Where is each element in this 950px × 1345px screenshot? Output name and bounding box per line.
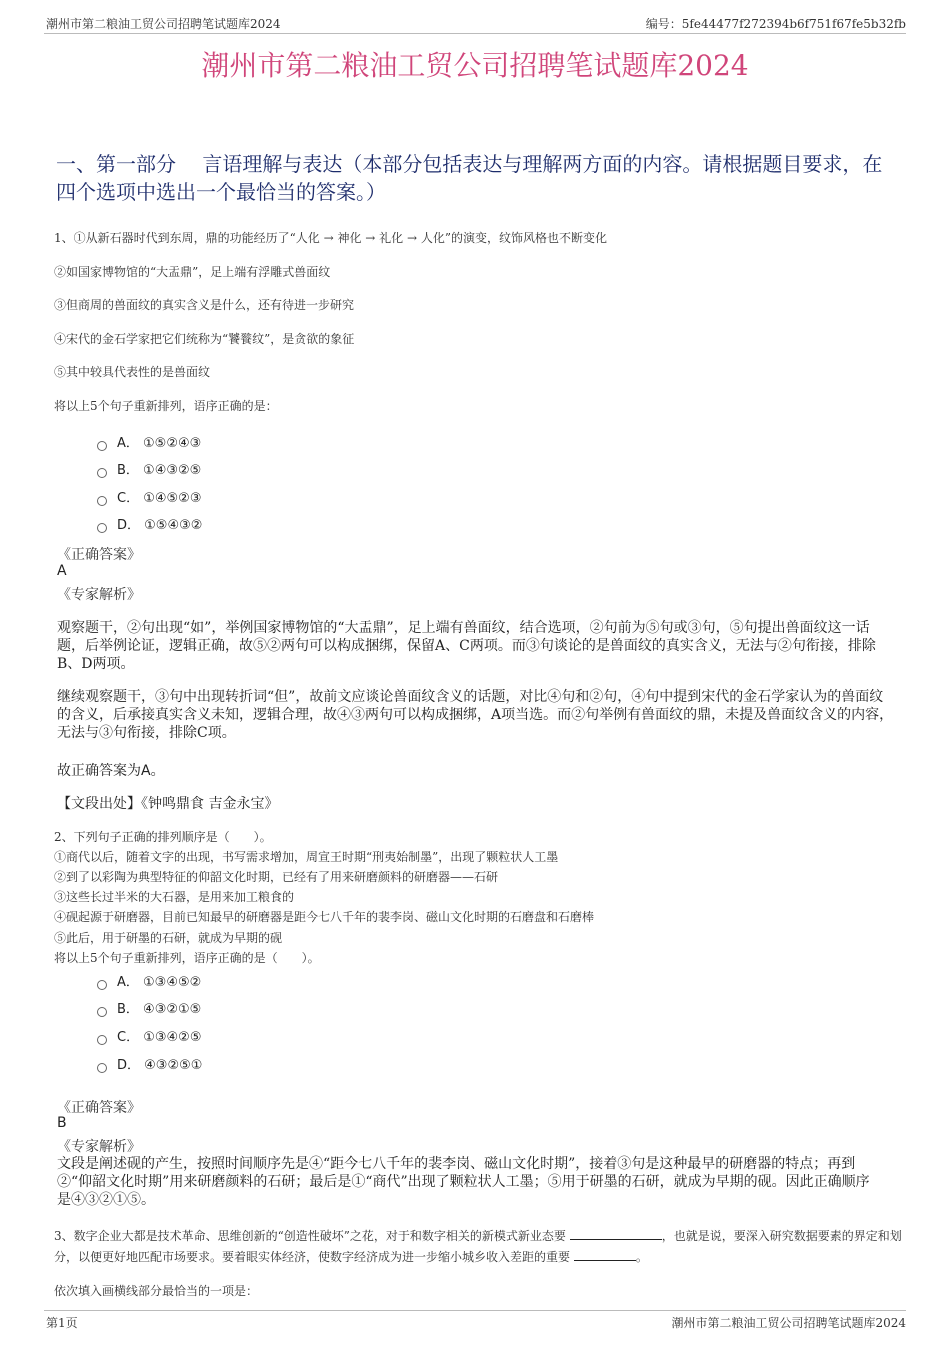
q2-option-a[interactable]: A． ①③④⑤② <box>97 971 201 990</box>
q1-line-4: ④宋代的金石学家把它们统称为“饕餮纹”，是贪欲的象征 <box>54 332 355 346</box>
q2-analysis: 文段是阐述砚的产生，按照时间顺序先是④“距今七八千年的裴李岗、磁山文化时期”，接着③句是这种最早的研磨器的特点；再到②“仰韶文化时期”用来研磨颜料的石研；最后是①“商代”出现了颗粒状人工墨；⑤用于研墨的石研，就成为早期的砚。因此正确顺序是④③②①⑤。 <box>57 1156 870 1208</box>
q2-line-5: ⑤此后，用于研墨的石研，就成为早期的砚 <box>54 931 283 945</box>
q1-analysis-para-2: 继续观察题干，③句中出现转折词“但”，故前文应谈论兽面纹含义的话题，对比④句和②句，④句中提到宋代的金石学家认为的兽面纹的含义，后承接真实含义未知，逻辑合理，故④③两句可以构成捆绑，A项当选。而②句举例有兽面纹的鼎，未提及兽面纹含义的内容，无法与③句衔接，排除C项。 <box>57 689 894 741</box>
q1-line-5: ⑤其中较具代表性的是兽面纹 <box>54 365 211 379</box>
q1-option-a[interactable]: A． ①⑤②④③ <box>97 432 201 451</box>
blank-2 <box>574 1248 636 1261</box>
page-title: 潮州市第二粮油工贸公司招聘笔试题库2024 <box>201 49 749 82</box>
radio-icon[interactable] <box>97 1007 107 1017</box>
q2-line-2: ②到了以彩陶为典型特征的仰韶文化时期，已经有了用来研磨颜料的研磨器——石研 <box>54 870 499 884</box>
header-doc-id: 编号：5fe44477f272394b6f751f67fe5b32fb <box>645 17 906 31</box>
header-divider <box>44 33 906 34</box>
blank-1 <box>570 1227 662 1240</box>
q2-line-3: ③这些长过半米的大石器，是用来加工粮食的 <box>54 890 295 904</box>
q1-option-d[interactable]: D． ①⑤④③② <box>97 514 202 533</box>
q1-analysis-label: 《专家解析》 <box>57 587 141 603</box>
section-heading: 一、第一部分 言语理解与表达（本部分包括表达与理解两方面的内容。请根据题目要求，在四个选项中选出一个最恰当的答案。） <box>56 152 883 204</box>
q1-line-3: ③但商周的兽面纹的真实含义是什么，还有待进一步研究 <box>54 298 355 312</box>
q2-analysis-label: 《专家解析》 <box>57 1139 141 1155</box>
q2-line-1: ①商代以后，随着文字的出现，书写需求增加，周宣王时期“刑夷始制墨”，出现了颗粒状人工墨 <box>54 850 559 864</box>
q2-option-d[interactable]: D． ④③②⑤① <box>97 1054 202 1073</box>
q2-option-c[interactable]: C． ①③④②⑤ <box>97 1026 201 1045</box>
q1-conclusion: 故正确答案为A。 <box>57 763 165 779</box>
q1-analysis-para-1: 观察题干，②句出现“如”，举例国家博物馆的“大盂鼎”，足上端有兽面纹，结合选项，②句前为⑤句或③句，⑤句提出兽面纹这一话题，后举例论证，逻辑正确，故⑤②两句可以构成捆绑，保留A、C两项。而③句谈论的是兽面纹的真实含义，无法与②句衔接，排除B、D两项。 <box>57 620 876 672</box>
q1-option-c[interactable]: C． ①④⑤②③ <box>97 487 201 506</box>
radio-icon[interactable] <box>97 441 107 451</box>
footer-divider <box>44 1310 906 1311</box>
q1-line-1: 1、①从新石器时代到东周，鼎的功能经历了“人化 → 神化 → 礼化 → 人化”的演变，纹饰风格也不断变化 <box>54 231 607 245</box>
q1-answer: A <box>57 563 67 579</box>
q3-prompt: 依次填入画横线部分最恰当的一项是： <box>54 1284 259 1298</box>
radio-icon[interactable] <box>97 496 107 506</box>
q1-line-2: ②如国家博物馆的“大盂鼎”，足上端有浮雕式兽面纹 <box>54 265 331 279</box>
q3-stem: 3、数字企业大都是技术革命、思维创新的“创造性破坏”之花，对于和数字相关的新模式新业态要 ，也就是说，要深入研究数据要素的界定和划分，以便更好地匹配市场要求。要着眼实体经济，使数字经济成为进一步缩小城乡收入差距的重要 。 <box>54 1229 902 1264</box>
radio-icon[interactable] <box>97 1063 107 1073</box>
page-number: 第1页 <box>46 1316 78 1330</box>
q1-source: 【文段出处】《钟鸣鼎食 吉金永宝》 <box>57 796 279 812</box>
radio-icon[interactable] <box>97 1035 107 1045</box>
header-doc-title: 潮州市第二粮油工贸公司招聘笔试题库2024 <box>46 17 281 31</box>
q2-line-4: ④砚起源于研磨器，目前已知最早的研磨器是距今七八千年的裴李岗、磁山文化时期的石磨盘和石磨棒 <box>54 910 595 924</box>
q2-stem: 2、下列句子正确的排列顺序是（ ）。 <box>54 830 272 844</box>
q2-answer-label: 《正确答案》 <box>57 1100 141 1116</box>
q1-option-b[interactable]: B． ①④③②⑤ <box>97 459 201 478</box>
q2-instruction: 将以上5个句子重新排列，语序正确的是（ ）。 <box>54 951 320 965</box>
radio-icon[interactable] <box>97 980 107 990</box>
footer-doc-title: 潮州市第二粮油工贸公司招聘笔试题库2024 <box>671 1316 906 1330</box>
q1-answer-label: 《正确答案》 <box>57 547 141 563</box>
q2-option-b[interactable]: B． ④③②①⑤ <box>97 998 201 1017</box>
radio-icon[interactable] <box>97 468 107 478</box>
radio-icon[interactable] <box>97 523 107 533</box>
q1-instruction: 将以上5个句子重新排列，语序正确的是： <box>54 399 278 413</box>
q2-answer: B <box>57 1115 67 1131</box>
